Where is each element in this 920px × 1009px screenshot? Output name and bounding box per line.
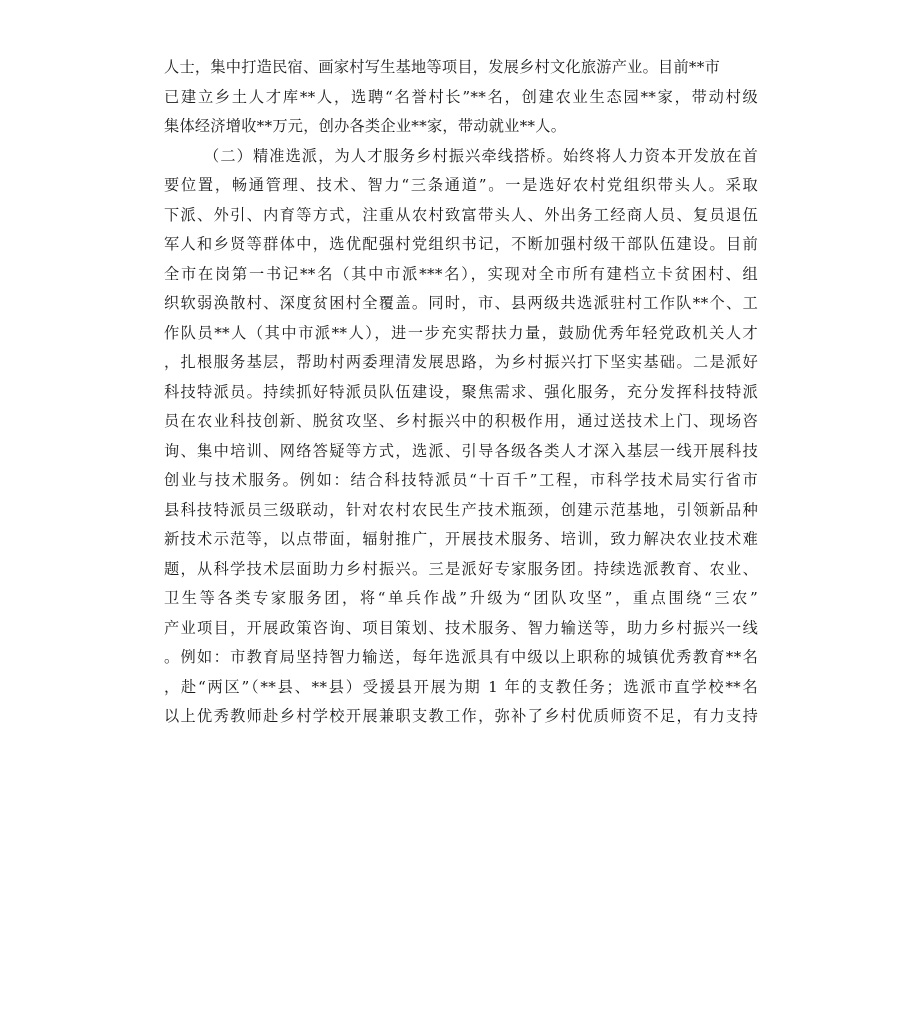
text-line-9: 织软弱涣散村、深度贫困村全覆盖。同时，市、县两级共选派驻村工作队**个、工 xyxy=(164,294,758,312)
text-line-21: 。例如：市教育局坚持智力输送，每年选派具有中级以上职称的城镇优秀教育**名 xyxy=(164,648,758,666)
text-line-8: 全市在岗第一书记**名（其中市派***名），实现对全市所有建档立卡贫困村、组 xyxy=(164,264,758,283)
text-line-22: ，赴“两区”（**县、**县）受援县开展为期 1 年的支教任务；选派市直学校**名 xyxy=(164,677,758,696)
text-line-14: 询、集中培训、网络答疑等方式，选派、引导各级各类人才深入基层一线开展科技 xyxy=(164,441,758,460)
text-line-5: 要位置，畅通管理、技术、智力“三条通道”。一是选好农村党组织带头人。采取 xyxy=(164,176,758,194)
text-line-16: 县科技特派员三级联动，针对农村农民生产技术瓶颈，创建示范基地，引领新品种 xyxy=(164,500,758,519)
text-line-18: 题，从科学技术层面助力乡村振兴。三是派好专家服务团。持续选派教育、农业、 xyxy=(164,559,758,578)
text-line-17: 新技术示范等，以点带面，辐射推广，开展技术服务、培训，致力解决农业技术难 xyxy=(164,530,758,548)
text-line-7: 军人和乡贤等群体中，选优配强村党组织书记，不断加强村级干部队伍建设。目前 xyxy=(164,235,758,253)
text-line-20: 产业项目，开展政策咨询、项目策划、技术服务、智力输送等，助力乡村振兴一线 xyxy=(164,618,758,637)
text-line-11: ，扎根服务基层，帮助村两委理清发展思路，为乡村振兴打下坚实基础。二是派好 xyxy=(164,353,758,371)
body-text xyxy=(164,53,758,732)
text-line-23: 以上优秀教师赴乡村学校开展兼职支教工作，弥补了乡村优质师资不足，有力支持 xyxy=(164,707,758,725)
text-line-6: 下派、外引、内育等方式，注重从农村致富带头人、外出务工经商人员、复员退伍 xyxy=(164,205,758,224)
text-line-4: （二）精准选派，为人才服务乡村振兴牵线搭桥。始终将人力资本开发放在首 xyxy=(204,146,758,165)
text-line-19: 卫生等各类专家服务团，将“单兵作战”升级为“团队攻坚”，重点围绕“三农” xyxy=(164,589,758,607)
text-line-1: 人士，集中打造民宿、画家村写生基地等项目，发展乡村文化旅游产业。目前**市 xyxy=(164,58,720,76)
text-line-15: 创业与技术服务。例如：结合科技特派员“十百千”工程，市科学技术局实行省市 xyxy=(164,471,758,489)
text-line-3: 集体经济增收**万元，创办各类企业**家，带动就业**人。 xyxy=(164,117,567,135)
text-line-2: 已建立乡土人才库**人，选聘“名誉村长”**名，创建农业生态园**家，带动村级 xyxy=(164,87,758,106)
text-line-12: 科技特派员。持续抓好特派员队伍建设，聚焦需求、强化服务，充分发挥科技特派 xyxy=(164,382,758,401)
text-line-13: 员在农业科技创新、脱贫攻坚、乡村振兴中的积极作用，通过送技术上门、现场咨 xyxy=(164,412,758,430)
text-line-10: 作队员**人（其中市派**人），进一步充实帮扶力量，鼓励优秀年轻党政机关人才 xyxy=(164,323,758,342)
